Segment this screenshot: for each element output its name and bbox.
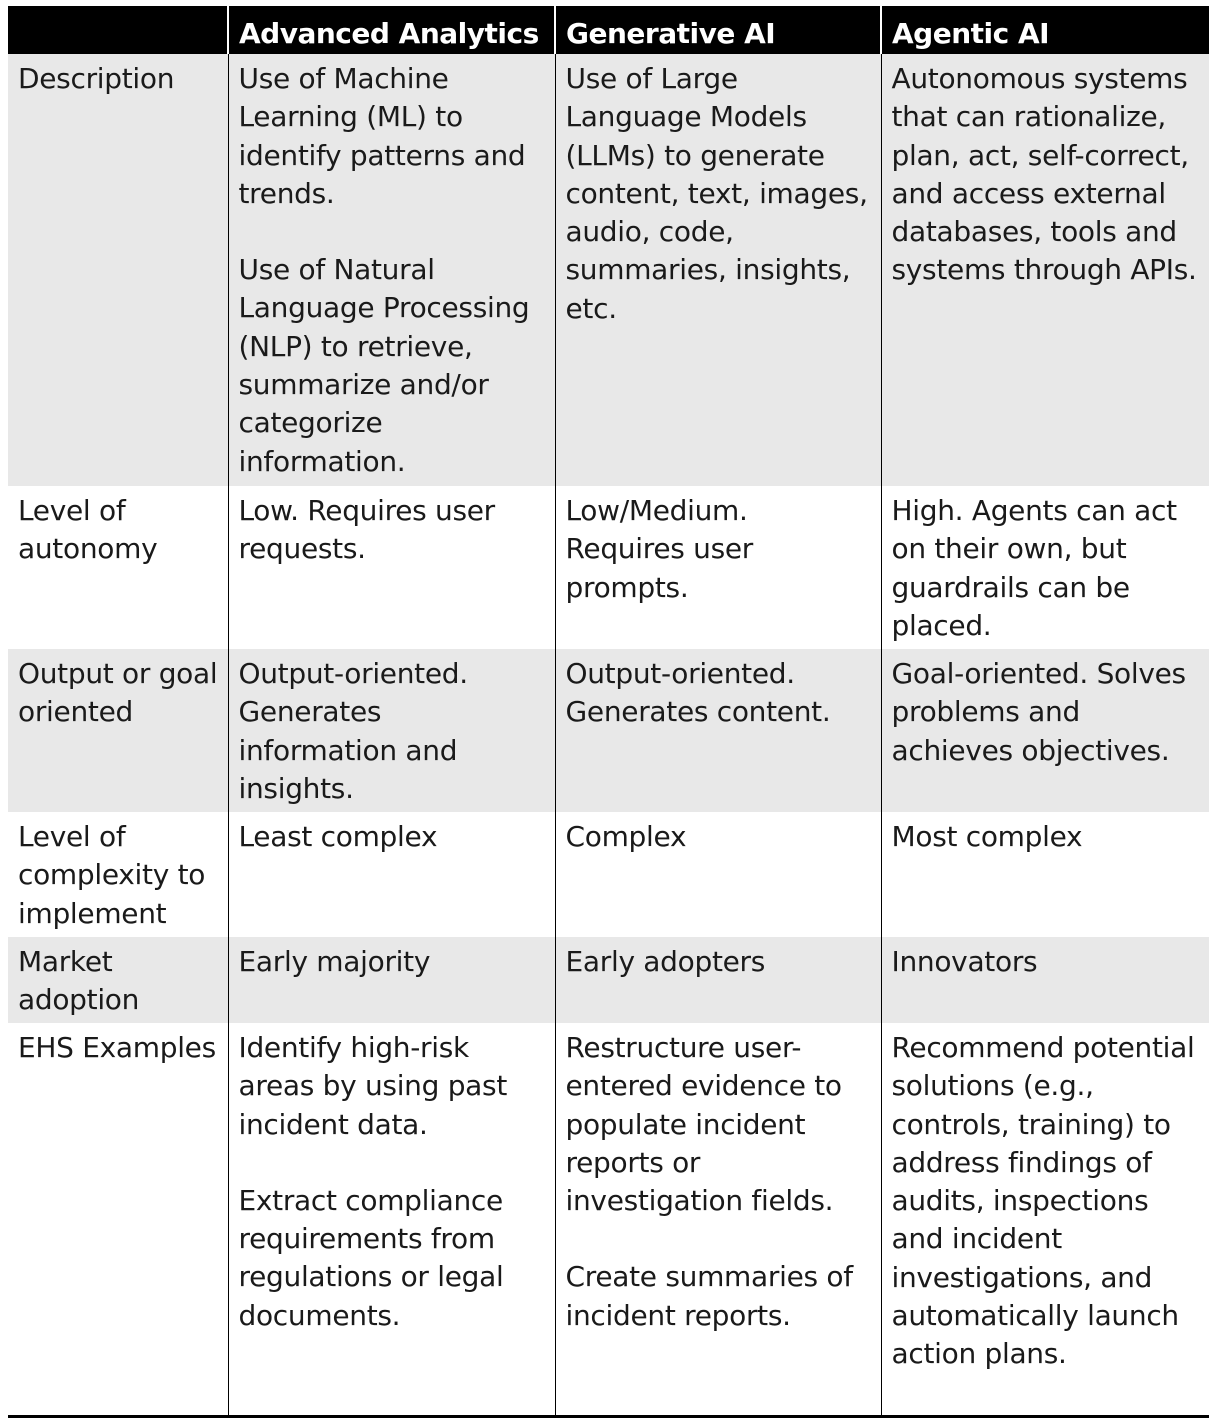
cell-advanced-analytics xyxy=(228,812,555,937)
cell-paragraph: High. Agents can act on their own, but guardrails can be placed. xyxy=(891,494,1177,642)
cell-paragraph: Early majority xyxy=(238,945,431,978)
cell-paragraph: Output-oriented. Generates information and insights. xyxy=(238,657,468,805)
cell-paragraph: Goal-oriented. Solves problems and achieves objectives. xyxy=(891,657,1186,767)
row-level-of-autonomy xyxy=(8,486,1209,649)
cell-paragraph: Low. Requires user requests. xyxy=(238,494,495,566)
cell-agentic-ai xyxy=(881,54,1209,486)
cell-advanced-analytics xyxy=(228,486,555,649)
cell-paragraph: Output-oriented. Generates content. xyxy=(565,657,831,729)
cell-generative-ai xyxy=(555,486,881,649)
cell-paragraph: Create summaries of incident reports. xyxy=(565,1260,853,1332)
cell-advanced-analytics xyxy=(228,1023,555,1416)
row-label: Level of autonomy xyxy=(18,494,158,566)
row-market-adoption xyxy=(8,937,1209,1023)
cell-paragraph: Autonomous systems that can rationalize, plan, act, self-correct, and access external databases, tools and systems through APIs. xyxy=(891,62,1197,287)
ai-comparison-table-container xyxy=(8,6,1209,1418)
cell-paragraph: Restructure user-entered evidence to populate incident reports or investigation fields. xyxy=(565,1031,842,1218)
cell-generative-ai xyxy=(555,812,881,937)
cell-generative-ai xyxy=(555,1023,881,1416)
cell-paragraph: Most complex xyxy=(891,820,1083,853)
cell-paragraph: Low/Medium. Requires user prompts. xyxy=(565,494,754,604)
header-corner xyxy=(8,6,228,54)
ai-comparison-table xyxy=(8,6,1209,1418)
cell-agentic-ai xyxy=(881,649,1209,812)
cell-generative-ai xyxy=(555,649,881,812)
cell-paragraph: Extract compliance requirements from regulations or legal documents. xyxy=(238,1183,504,1332)
cell-agentic-ai xyxy=(881,486,1209,649)
cell-paragraph: Identify high-risk areas by using past incident data. xyxy=(238,1031,508,1141)
header-advanced-analytics: Advanced Analytics xyxy=(228,6,555,54)
cell-generative-ai xyxy=(555,937,881,1023)
cell-agentic-ai xyxy=(881,812,1209,937)
cell-advanced-analytics xyxy=(228,649,555,812)
paragraph-gap xyxy=(239,1144,547,1182)
cell-agentic-ai xyxy=(881,1023,1209,1416)
header-row xyxy=(8,6,1209,54)
cell-paragraph: Early adopters xyxy=(565,945,766,978)
cell-paragraph: Recommend potential solutions (e.g., controls, training) to address findings of audits, inspections and incident investigations, and automatically launch action plans. xyxy=(891,1031,1195,1371)
row-label: Description xyxy=(18,62,175,95)
row-label: EHS Examples xyxy=(18,1031,216,1064)
cell-paragraph: Least complex xyxy=(238,820,438,853)
row-output-or-goal-oriented xyxy=(8,649,1209,812)
cell-advanced-analytics xyxy=(228,54,555,486)
paragraph-gap xyxy=(239,213,547,251)
row-description xyxy=(8,54,1209,486)
paragraph-gap xyxy=(566,1220,873,1258)
cell-agentic-ai xyxy=(881,937,1209,1023)
row-label: Market adoption xyxy=(18,945,140,1017)
row-level-of-complexity xyxy=(8,812,1209,937)
cell-paragraph: Use of Large Language Models (LLMs) to generate content, text, images, audio, code, summaries, insights, etc. xyxy=(565,62,868,325)
cell-paragraph: Complex xyxy=(565,820,687,853)
cell-paragraph: Use of Natural Language Processing (NLP) to retrieve, summarize and/or categorize information. xyxy=(238,253,530,478)
cell-advanced-analytics xyxy=(228,937,555,1023)
header-agentic-ai: Agentic AI xyxy=(881,6,1209,54)
header-generative-ai: Generative AI xyxy=(555,6,881,54)
cell-paragraph: Innovators xyxy=(891,945,1038,978)
row-label: Output or goal oriented xyxy=(18,657,218,729)
row-label: Level of complexity to implement xyxy=(18,820,206,930)
cell-generative-ai xyxy=(555,54,881,486)
cell-paragraph: Use of Machine Learning (ML) to identify patterns and trends. xyxy=(238,62,526,210)
row-ehs-examples xyxy=(8,1023,1209,1416)
